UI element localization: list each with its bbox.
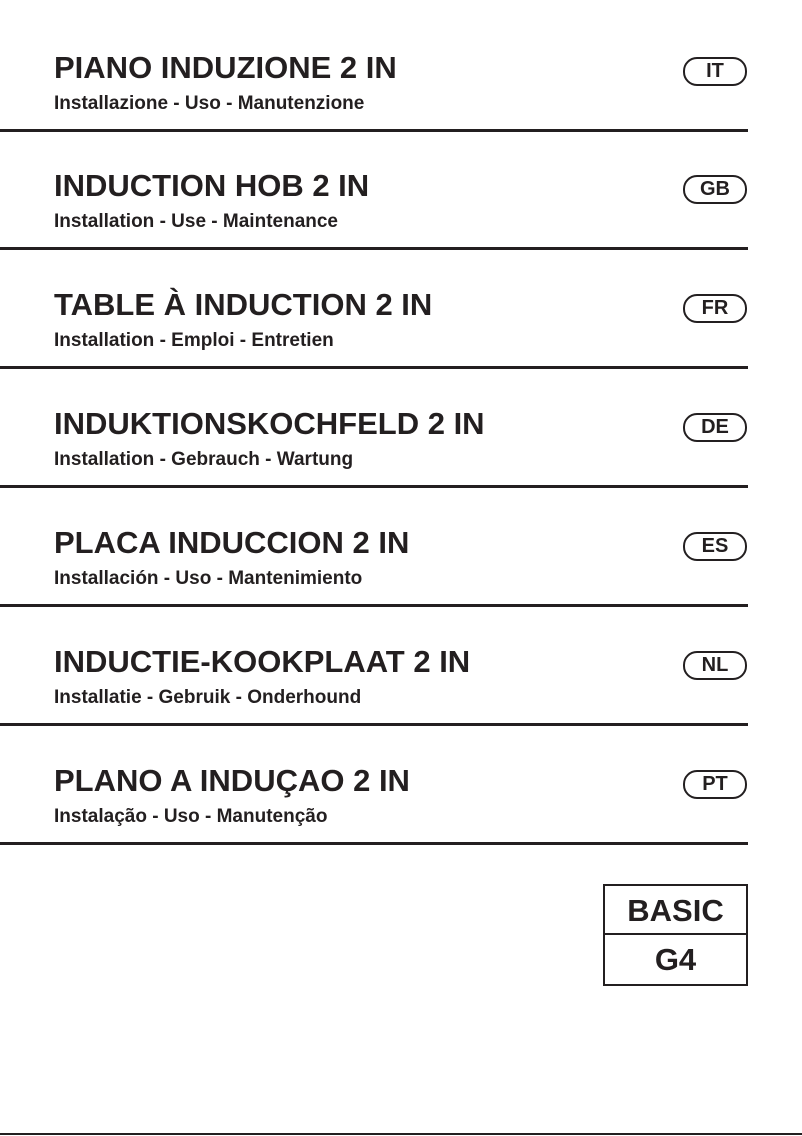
language-badge: FR bbox=[683, 294, 747, 323]
section-subtitle: Installation - Gebrauch - Wartung bbox=[54, 449, 354, 470]
section-title: PLANO A INDUÇAO 2 IN bbox=[54, 763, 410, 798]
section-subtitle: Installation - Use - Maintenance bbox=[54, 211, 338, 232]
section-divider bbox=[0, 842, 748, 845]
section-fr bbox=[0, 237, 802, 355]
section-subtitle: Installación - Uso - Mantenimiento bbox=[54, 568, 363, 589]
section-subtitle: Instalação - Uso - Manutenção bbox=[54, 806, 328, 827]
section-title: TABLE À INDUCTION 2 IN bbox=[54, 287, 433, 322]
page-bottom-border bbox=[0, 1133, 802, 1135]
section-title: INDUCTION HOB 2 IN bbox=[54, 168, 370, 203]
language-badge: IT bbox=[683, 57, 747, 86]
language-badge: DE bbox=[683, 413, 747, 442]
section-title: INDUKTIONSKOCHFELD 2 IN bbox=[54, 406, 485, 441]
model-line-code: G4 bbox=[654, 942, 697, 977]
section-subtitle: Installazione - Uso - Manutenzione bbox=[54, 93, 365, 114]
model-box bbox=[603, 884, 748, 986]
model-line-basic: BASIC bbox=[605, 886, 746, 935]
section-title: INDUCTIE-KOOKPLAAT 2 IN bbox=[54, 644, 471, 679]
section-de bbox=[0, 356, 802, 474]
language-badge: NL bbox=[683, 651, 747, 680]
section-gb bbox=[0, 118, 802, 236]
section-title: PLACA INDUCCION 2 IN bbox=[54, 525, 410, 560]
language-badge: ES bbox=[683, 532, 747, 561]
section-subtitle: Installatie - Gebruik - Onderhound bbox=[54, 687, 362, 708]
language-badge: GB bbox=[683, 175, 747, 204]
language-badge: PT bbox=[683, 770, 747, 799]
section-it bbox=[0, 0, 802, 118]
section-pt bbox=[0, 713, 802, 831]
section-nl bbox=[0, 594, 802, 712]
section-title: PIANO INDUZIONE 2 IN bbox=[54, 50, 397, 85]
section-subtitle: Installation - Emploi - Entretien bbox=[54, 330, 334, 351]
section-es bbox=[0, 475, 802, 593]
